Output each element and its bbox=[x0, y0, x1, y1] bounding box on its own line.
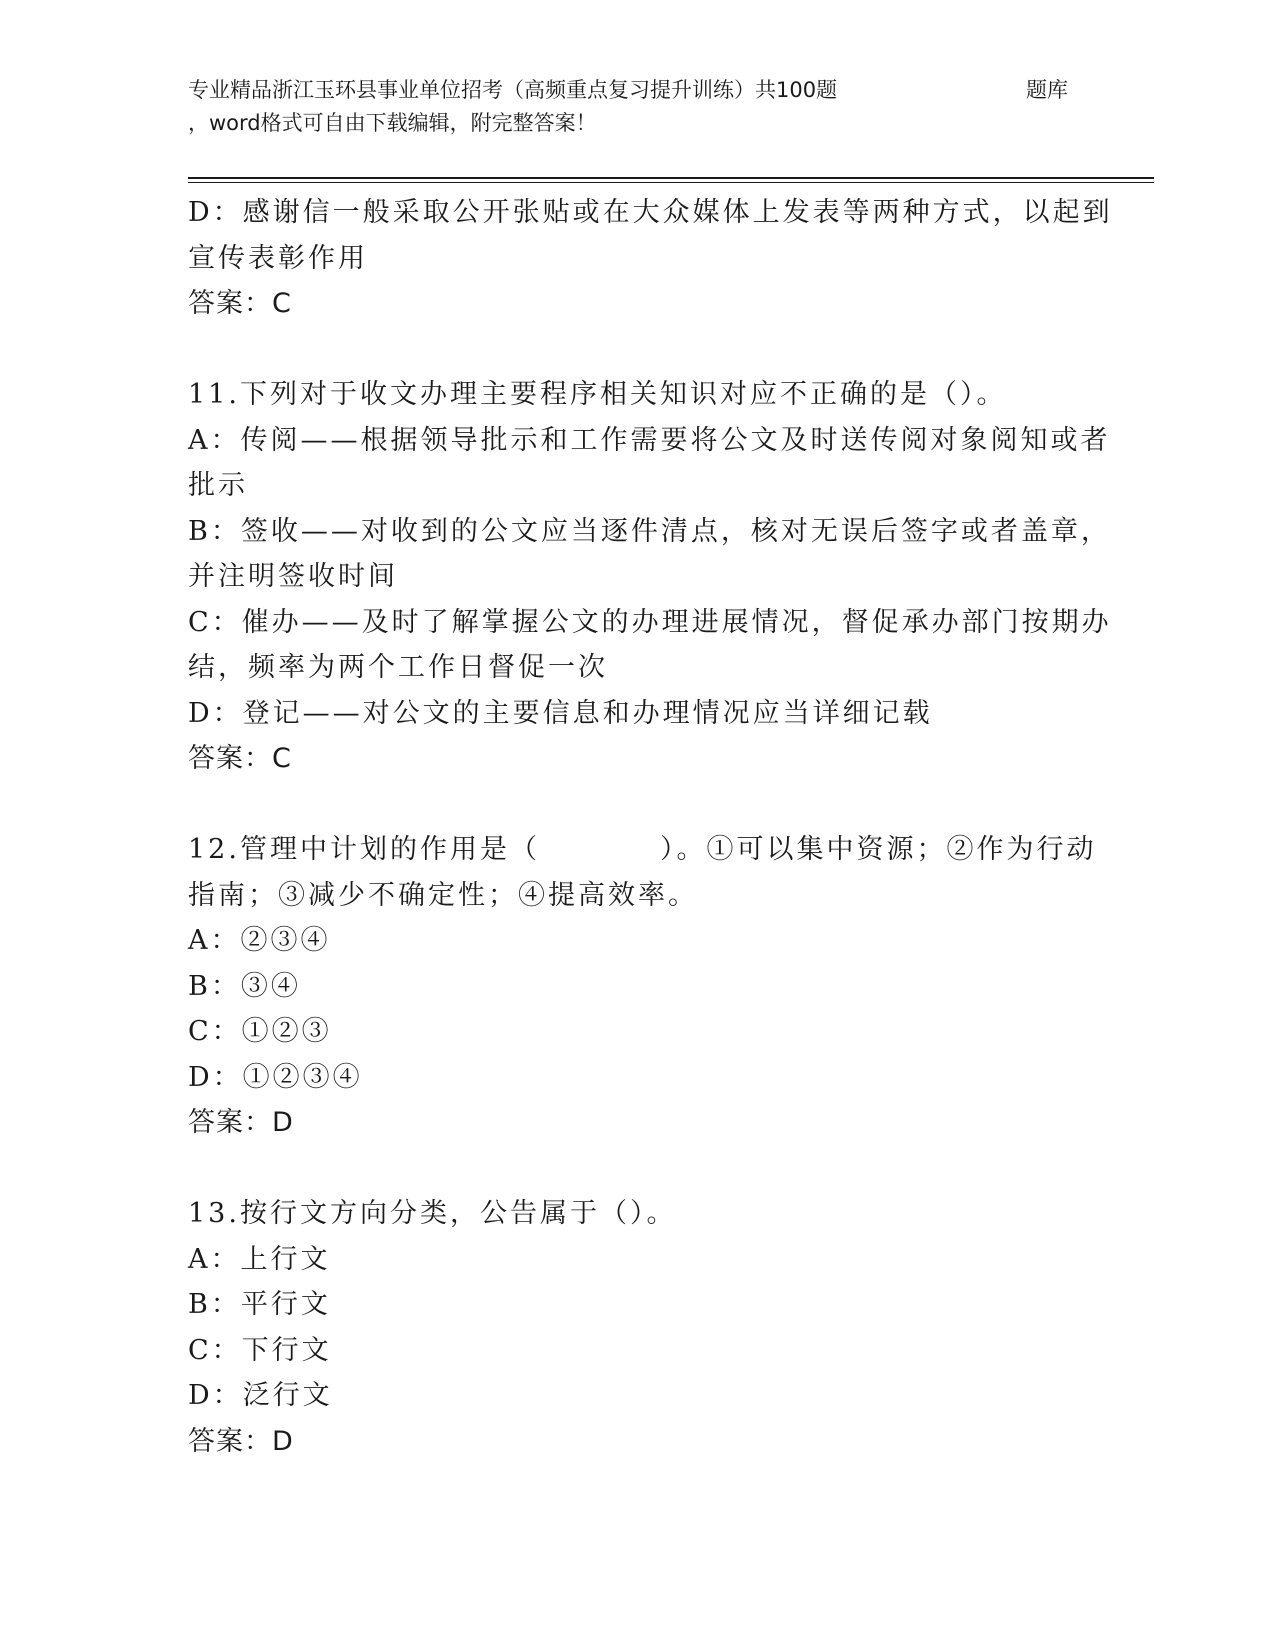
q13-answer: 答案：D bbox=[188, 1425, 294, 1457]
spacer bbox=[188, 327, 1088, 373]
q10-answer: 答案：C bbox=[188, 288, 292, 319]
q11-answer: 答案：C bbox=[188, 743, 292, 774]
q12-option-d: D：①②③④ bbox=[188, 1061, 363, 1093]
spacer bbox=[188, 1146, 1088, 1192]
q11-option-c-line2: 结，频率为两个工作日督促一次 bbox=[188, 652, 608, 683]
document-body bbox=[188, 190, 1113, 1464]
q13-stem: 13.按行文方向分类，公告属于（）。 bbox=[188, 1198, 677, 1229]
spacer bbox=[188, 782, 1088, 828]
q11-option-d: D：登记——对公文的主要信息和办理情况应当详细记载 bbox=[188, 697, 933, 729]
q13-option-d: D：泛行文 bbox=[188, 1380, 333, 1411]
q12-option-a: A：②③④ bbox=[188, 925, 331, 956]
header-title-line bbox=[188, 74, 1088, 107]
header-rule-thin bbox=[188, 182, 1154, 183]
q13-option-a: A：上行文 bbox=[188, 1243, 331, 1275]
header-rule-thick bbox=[188, 177, 1154, 179]
q11-option-c-line1: C：催办——及时了解掌握公文的办理进展情况，督促承办部门按期办 bbox=[188, 606, 1112, 638]
q13-option-b: B：平行文 bbox=[188, 1289, 331, 1320]
q11-option-a-line1: A：传阅——根据领导批示和工作需要将公文及时送传阅对象阅知或者 bbox=[188, 424, 1111, 456]
q10-option-d-line2: 宣传表彰作用 bbox=[188, 242, 368, 274]
header-title: 专业精品浙江玉环县事业单位招考（高频重点复习提升训练）共100题 bbox=[188, 78, 838, 102]
q12-option-c: C：①②③ bbox=[188, 1016, 332, 1047]
q12-answer: 答案：D bbox=[188, 1107, 294, 1138]
q12-stem-line2: 指南；③减少不确定性；④提高效率。 bbox=[188, 879, 698, 911]
header-right-label: 题库 bbox=[1026, 78, 1068, 102]
header-subtitle: ，word格式可自由下载编辑，附完整答案！ bbox=[188, 111, 597, 135]
q13-option-c: C：下行文 bbox=[188, 1334, 332, 1366]
q12-stem-line1: 12.管理中计划的作用是（ ）。①可以集中资源；②作为行动 bbox=[188, 834, 1097, 865]
q11-option-b-line1: B：签收——对收到的公文应当逐件清点，核对无误后签字或者盖章， bbox=[188, 515, 1111, 547]
q11-option-a-line2: 批示 bbox=[188, 470, 248, 501]
q11-stem: 11.下列对于收文办理主要程序相关知识对应不正确的是（）。 bbox=[188, 379, 1007, 410]
q12-option-b: B：③④ bbox=[188, 970, 301, 1002]
q10-option-d-line1: D：感谢信一般采取公开张贴或在大众媒体上发表等两种方式，以起到 bbox=[188, 197, 1113, 228]
q11-option-b-line2: 并注明签收时间 bbox=[188, 561, 398, 592]
page-header bbox=[188, 74, 1088, 140]
